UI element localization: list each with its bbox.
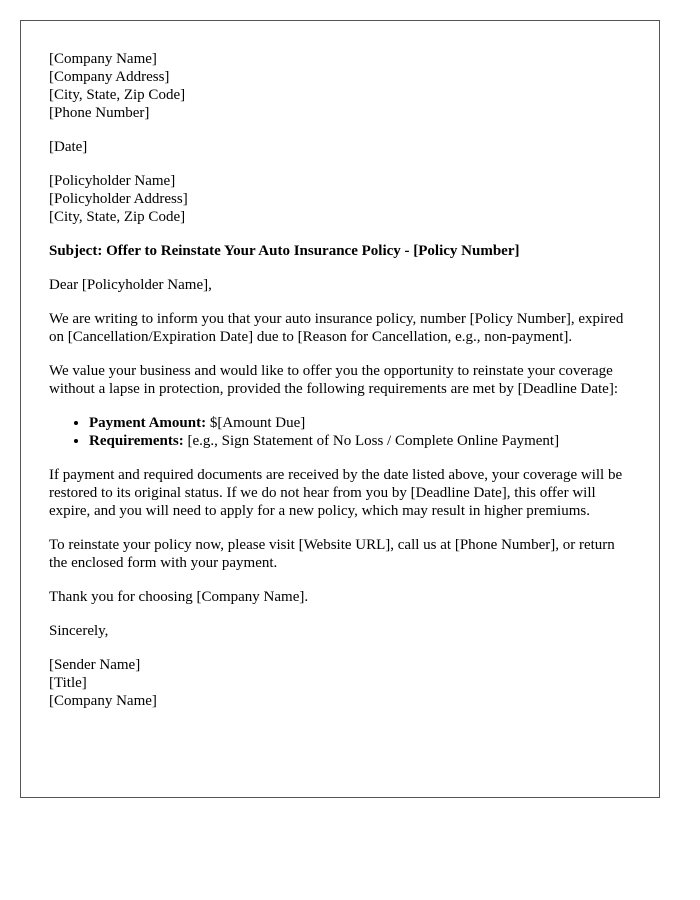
salutation: Dear [Policyholder Name],	[49, 277, 212, 293]
letter-date	[49, 138, 631, 156]
recipient-name: [Policyholder Name]	[49, 173, 176, 189]
sender-phone: [Phone Number]	[49, 105, 150, 121]
list-item-payment-amount	[89, 414, 631, 432]
date-text: [Date]	[49, 139, 88, 155]
recipient-address-block	[49, 172, 631, 226]
list-item-value: $[Amount Due]	[206, 415, 306, 431]
list-item-value: [e.g., Sign Statement of No Loss / Complete Online Payment]	[183, 433, 560, 449]
list-item-label: Payment Amount:	[89, 415, 207, 431]
recipient-city-state-zip: [City, State, Zip Code]	[49, 209, 186, 225]
paragraph-offer: We value your business and would like to offer you the opportunity to reinstate your coverage without a lapse in protection, provided the following requirements are met by [Deadline Date]:	[49, 363, 618, 397]
list-item-label: Requirements:	[89, 433, 184, 449]
sender-company-address: [Company Address]	[49, 69, 170, 85]
paragraph-notice: We are writing to inform you that your auto insurance policy, number [Policy Number], expired on [Cancellation/Expiration Date] due to [Reason for Cancellation, e.g., non-payment].	[49, 311, 624, 345]
paragraph-instructions: To reinstate your policy now, please visit [Website URL], call us at [Phone Number], or return the enclosed form with your payment.	[49, 537, 615, 571]
recipient-address: [Policyholder Address]	[49, 191, 188, 207]
sender-company-name: [Company Name]	[49, 51, 157, 67]
closing: Sincerely,	[49, 623, 109, 639]
sender-address-block	[49, 50, 631, 122]
letter-document	[20, 20, 660, 798]
sender-city-state-zip: [City, State, Zip Code]	[49, 87, 186, 103]
list-item-requirements	[89, 432, 631, 450]
signature-company-name: [Company Name]	[49, 693, 157, 709]
signature-sender-name: [Sender Name]	[49, 657, 141, 673]
signature-block	[49, 656, 631, 710]
letter-subject: Subject: Offer to Reinstate Your Auto Insurance Policy - [Policy Number]	[49, 243, 520, 259]
requirements-list	[49, 414, 631, 450]
signature-title: [Title]	[49, 675, 87, 691]
paragraph-thanks: Thank you for choosing [Company Name].	[49, 589, 309, 605]
paragraph-conditions: If payment and required documents are received by the date listed above, your coverage will be restored to its original status. If we do not hear from you by [Deadline Date], this offer will expire, and you will need to apply for a new policy, which may result in higher premiums.	[49, 467, 623, 519]
